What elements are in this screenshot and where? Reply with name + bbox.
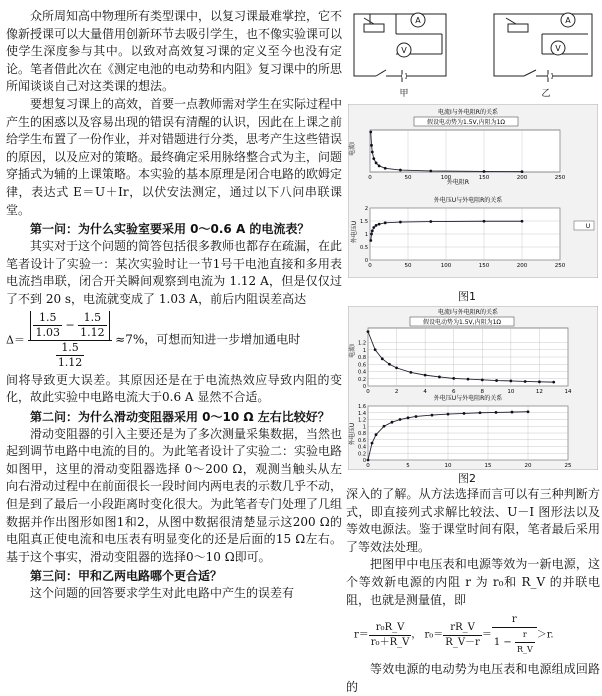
fig1-top-note: 假设电动势为1.5V,内阻为1Ω <box>427 119 505 126</box>
voltmeter-jia-label: V <box>401 46 407 55</box>
circuit-diagrams <box>346 4 602 100</box>
fig2-top-point <box>424 374 427 377</box>
fig2-top-ytick-label: 1.2 <box>358 340 366 347</box>
fig2-top-point <box>374 348 377 351</box>
fig2-bottom-plot <box>358 404 572 469</box>
fig2-bottom-point <box>391 421 394 424</box>
fig2-bottom-point <box>415 415 418 418</box>
fig2-bottom-ytick-label: 1.6 <box>358 404 366 410</box>
ammeter-jia-label: A <box>415 16 421 25</box>
fig1-top-point <box>384 167 387 170</box>
fig2-bottom-point <box>495 411 498 414</box>
paragraph-intro: 众所周知高中物理所有类型课中，以复习课最难掌控，它不像新授课可以大量借用创新环节去吸引学生，也不像实验课可以使学生深度参与其中。以致对高效复习课的定义至今也没有定论。笔者借此次在《测定电池的电动势和内阻》复习课中的所思所闻谈谈自己对这类课的想法。 <box>6 9 343 94</box>
fig2-bottom-point <box>399 418 402 421</box>
fig2-top-title: 电流I与外电阻R的关系 <box>438 309 498 316</box>
fig1-bottom-point <box>375 224 378 227</box>
fig1-top-xtick-label: 200 <box>516 175 528 181</box>
fig1-top-point <box>378 164 381 167</box>
fig1-top-point <box>370 144 373 147</box>
rheostat-yi <box>508 24 528 32</box>
paragraph-heat-effect: 间将导致更大误差。其原因还是在于电流热效应导致内阻的变化，故此实验中电路电流大于0.6 A 显然不合适。 <box>6 372 342 405</box>
fig2-top-note: 假设电动势为1.5V,内阻为1Ω <box>423 319 501 326</box>
fig2-top-point <box>481 378 484 381</box>
fig2-top-plot <box>358 328 572 395</box>
fig2-bottom-ytick-label: 1 <box>362 424 366 431</box>
question-3-heading: 第三问：甲和乙两电路哪个更合适？ <box>30 569 223 584</box>
fig2-top-point <box>495 379 498 382</box>
circuit-jia-caption: 甲 <box>399 89 409 99</box>
fig2-bottom-point <box>383 425 386 428</box>
fig2-bottom-xtick-label: 25 <box>564 463 572 469</box>
fig1-top-point <box>371 151 374 154</box>
equivalent-resistance-formula: r＝ $\frac{\text{r₀R\_V}}{\text{r₀＋R\_V}}$ ， r₀＝ $\frac{rR\_V}{R\_V-r}$ ＝ r 1 − $\frac{r}{R\_V}$ ＞r. <box>354 614 554 655</box>
fig2-top-point <box>552 381 555 384</box>
fig1-bottom-point <box>371 229 374 232</box>
fig2-bottom-ytick-label: 0.2 <box>358 451 366 458</box>
paragraph-methods: 深入的了解。从方法选择而言可以有三种判断方式，即直接列式求解比较法、U－I 图形法以及等效电源法。鉴于课堂时间有限，笔者最后采用了等效法处理。 <box>346 487 600 554</box>
fig2-top-ytick-label: 0.6 <box>358 362 366 369</box>
fig2-top-point <box>524 380 527 383</box>
fig1-top-xtick-label: 0 <box>368 175 372 181</box>
fig2-top-ylabel: 电流I <box>349 344 356 358</box>
fig2-bottom-point <box>511 411 514 414</box>
fig1-top-xlabel: 外电阻R <box>446 179 470 186</box>
fig1-bottom-point <box>483 220 486 223</box>
fig1-top-point <box>372 157 375 160</box>
fig2-bottom-ylabel: 外电压U <box>349 422 356 446</box>
fig1-top-point <box>375 162 378 165</box>
figure-1 <box>348 104 598 278</box>
fig2-top-point <box>467 378 470 381</box>
fig1-bottom-ytick-label: 0 <box>364 258 368 264</box>
fig1-bottom-xtick-label: 100 <box>440 263 452 269</box>
fig1-top-point <box>369 131 372 134</box>
paragraph-emf: 等效电源的电动势为电压表和电源组成回路的 <box>346 662 600 694</box>
fig2-bottom-xtick-label: 20 <box>524 463 532 469</box>
fig2-bottom-point <box>431 414 434 417</box>
fig2-bottom-point <box>527 410 530 413</box>
fig1-top-ylabel: 电流I <box>349 142 356 156</box>
fig1-bottom-xtick-label: 250 <box>554 263 566 269</box>
fig2-bottom-xtick-label: 15 <box>484 463 492 469</box>
fig1-bottom-ytick-label: 1 <box>364 232 368 238</box>
fig2-top-ytick-label: 1 <box>362 347 366 354</box>
fig1-bottom-point <box>369 239 372 242</box>
fig2-top-point <box>538 380 541 383</box>
fig1-bottom-xtick-label: 50 <box>404 263 412 269</box>
fig2-top-xtick-label: 0 <box>366 389 370 395</box>
fig1-top-xtick-label: 50 <box>404 175 412 181</box>
fig2-top-point <box>438 376 441 379</box>
fig2-bottom-point <box>375 433 378 436</box>
fig1-legend-label: U <box>585 223 591 230</box>
fig1-top-title: 电流I与外电阻R的关系 <box>438 109 498 116</box>
fig2-bottom-point <box>407 416 410 419</box>
fig1-bottom-ytick-label: 2 <box>364 206 368 212</box>
fig2-bottom-point <box>447 413 450 416</box>
fig1-top-point <box>521 170 524 173</box>
fig2-bottom-xtick-label: 0 <box>366 463 370 469</box>
fig2-top-ytick-label: 0 <box>362 384 366 390</box>
fig1-caption: 图1 <box>458 290 476 303</box>
fig2-top-xtick-label: 8 <box>480 389 485 395</box>
fig1-top-frame <box>370 130 560 172</box>
paragraph-experiment-1: 其实对于这个问题的简答包括很多教师也都存在疏漏，在此笔者设计了实验一：某次实验时让一节1号干电池直接和多用表电流挡串联，闭合开关瞬间观察到电流为 1.12 A，但是仅仅过了不到 20 s，电流就变成了 1.03 A，前后内阻误差高达 <box>6 239 343 306</box>
fig2-top-point <box>367 330 370 333</box>
fig2-top-point <box>452 377 455 380</box>
fig1-bottom-xtick-label: 150 <box>478 263 490 269</box>
fig1-bottom-ytick-label: 0.5 <box>360 245 368 251</box>
fig2-bottom-ytick-label: 0.6 <box>358 437 366 444</box>
paragraph-question-3: 这个问题的回答要求学生对此电路中产生的误差有 <box>30 586 295 601</box>
fig1-bottom-point <box>378 223 381 226</box>
fig1-bottom-plot <box>360 206 566 269</box>
fig2-top-ytick-label: 0.4 <box>358 369 366 376</box>
fig2-bottom-point <box>463 412 466 415</box>
fig2-bottom-ytick-label: 0 <box>362 458 366 464</box>
paragraph-strategy: 要想复习课上的高效，首要一点教师需对学生在实际过程中产生的困惑以及容易出现的错误有清醒的认识，因此在上课之前给学生布置了一份作业，并对错题进行分类，思考产生这些错误的原因，以及应对的策略。最终确定采用脉络整合式为主，问题穿插式为辅的上课策略。本实验的基本原理是闭合电路的欧姆定律，表达式 E＝U＋Ir，以伏安法测定，通过以下八问串联课堂。 <box>6 96 343 217</box>
fig1-top-point <box>429 170 432 173</box>
ammeter-yi-label: A <box>565 16 571 25</box>
fig2-top-xtick-label: 14 <box>564 389 572 395</box>
fig2-top-point <box>409 371 412 374</box>
fig2-top-xtick-label: 12 <box>535 389 543 395</box>
fig1-bottom-title: 外电压U与外电阻R的关系 <box>433 197 503 204</box>
fig1-bottom-xtick-label: 0 <box>368 263 372 269</box>
circuit-yi-caption: 乙 <box>541 89 551 99</box>
fig2-bottom-ytick-label: 1.2 <box>358 417 366 424</box>
rheostat-jia <box>364 24 384 32</box>
fig1-top-point <box>399 169 402 172</box>
fig2-top-xtick-label: 10 <box>507 389 515 395</box>
fig1-bottom-xtick-label: 200 <box>516 263 528 269</box>
left-column <box>6 0 342 603</box>
fig2-top-point <box>509 380 512 383</box>
fig2-bottom-ytick-label: 0.4 <box>358 444 366 451</box>
fig2-bottom-point <box>479 411 482 414</box>
fig1-top-point <box>483 170 486 173</box>
paragraph-rheostat: 滑动变阻器的引入主要还是为了多次测量采集数据，当然也起到调节电路中电流的目的。为此笔者设计了实验二：实验电路如图甲，这里的滑动变阻器选择 0～200 Ω，观测当触头从左向右滑动过程中在前面很长一段时间内两电表的示数几乎不动，但是到了最后一小段距离时变化很大。为此笔者专门处理了几组数据并作出图形如图1和2，从图中数据很清楚显示这200 Ω的电阻真正使电流和电压表有明显变化的还是后面的15 Ω左右。基于这个事实，滑动变阻器的选择0～10 Ω即可。 <box>6 426 343 564</box>
fig1-bottom-point <box>429 220 432 223</box>
fig2-bottom-title: 外电压U与外电阻R的关系 <box>433 395 503 402</box>
fig1-top-xtick-label: 250 <box>554 175 566 181</box>
circuit-yi-loop <box>494 14 592 76</box>
fig2-bottom-ytick-label: 0.8 <box>358 431 366 437</box>
fig1-top-xtick-label: 150 <box>478 175 490 181</box>
fig2-bottom-point <box>367 459 370 462</box>
fig1-bottom-point <box>521 220 524 223</box>
fig2-caption: 图2 <box>458 472 476 485</box>
fig2-top-ytick-label: 0.8 <box>358 355 366 361</box>
fig2-bottom-ytick-label: 1.4 <box>358 410 366 417</box>
fig2-top-point <box>381 357 384 360</box>
paragraph-equivalent: 把图甲中电压表和电源等效为一新电源，这个等效新电源的内阻 r 为 r₀和 R_V 的并联电阻，也就是测量值，即 <box>346 557 600 607</box>
fig1-top-xtick-label: 100 <box>440 175 452 181</box>
fig2-top-xtick-label: 6 <box>451 389 456 395</box>
fig1-bottom-point <box>384 221 387 224</box>
fig2-bottom-point <box>371 442 374 445</box>
question-2-heading: 第二问：为什么滑动变阻器采用 0～10 Ω 左右比较好？ <box>30 409 330 424</box>
fig1-bottom-ylabel: 外电压U <box>351 220 358 244</box>
fig2-top-ytick-label: 0.2 <box>358 376 366 383</box>
fig1-bottom-point <box>372 226 375 229</box>
voltmeter-yi-label: V <box>555 44 561 53</box>
fig2-bottom-xtick-label: 5 <box>406 463 410 469</box>
fig2-top-xtick-label: 2 <box>394 389 399 395</box>
fig1-legend <box>574 221 594 230</box>
fig2-top-point <box>388 363 391 366</box>
fig2-top-xtick-label: 4 <box>423 389 427 395</box>
fig2-bottom-xtick-label: 10 <box>444 463 452 469</box>
right-text-block <box>346 486 600 696</box>
question-1-heading: 第一问：为什么实验室要采用 0～0.6 A 的电流表？ <box>30 222 310 237</box>
fig2-top-point <box>395 366 398 369</box>
fig1-bottom-ytick-label: 1.5 <box>360 219 368 225</box>
fig1-bottom-point <box>399 221 402 224</box>
fig1-bottom-point <box>370 233 373 236</box>
error-formula: Δ＝ $\frac{1.5}{1.03}$ − $\frac{1.5}{1.12}$ $\frac{1.5}{1.12}$ ≈7%，可想而知进一步增加通电时 <box>6 310 301 369</box>
figure-2 <box>348 306 598 470</box>
